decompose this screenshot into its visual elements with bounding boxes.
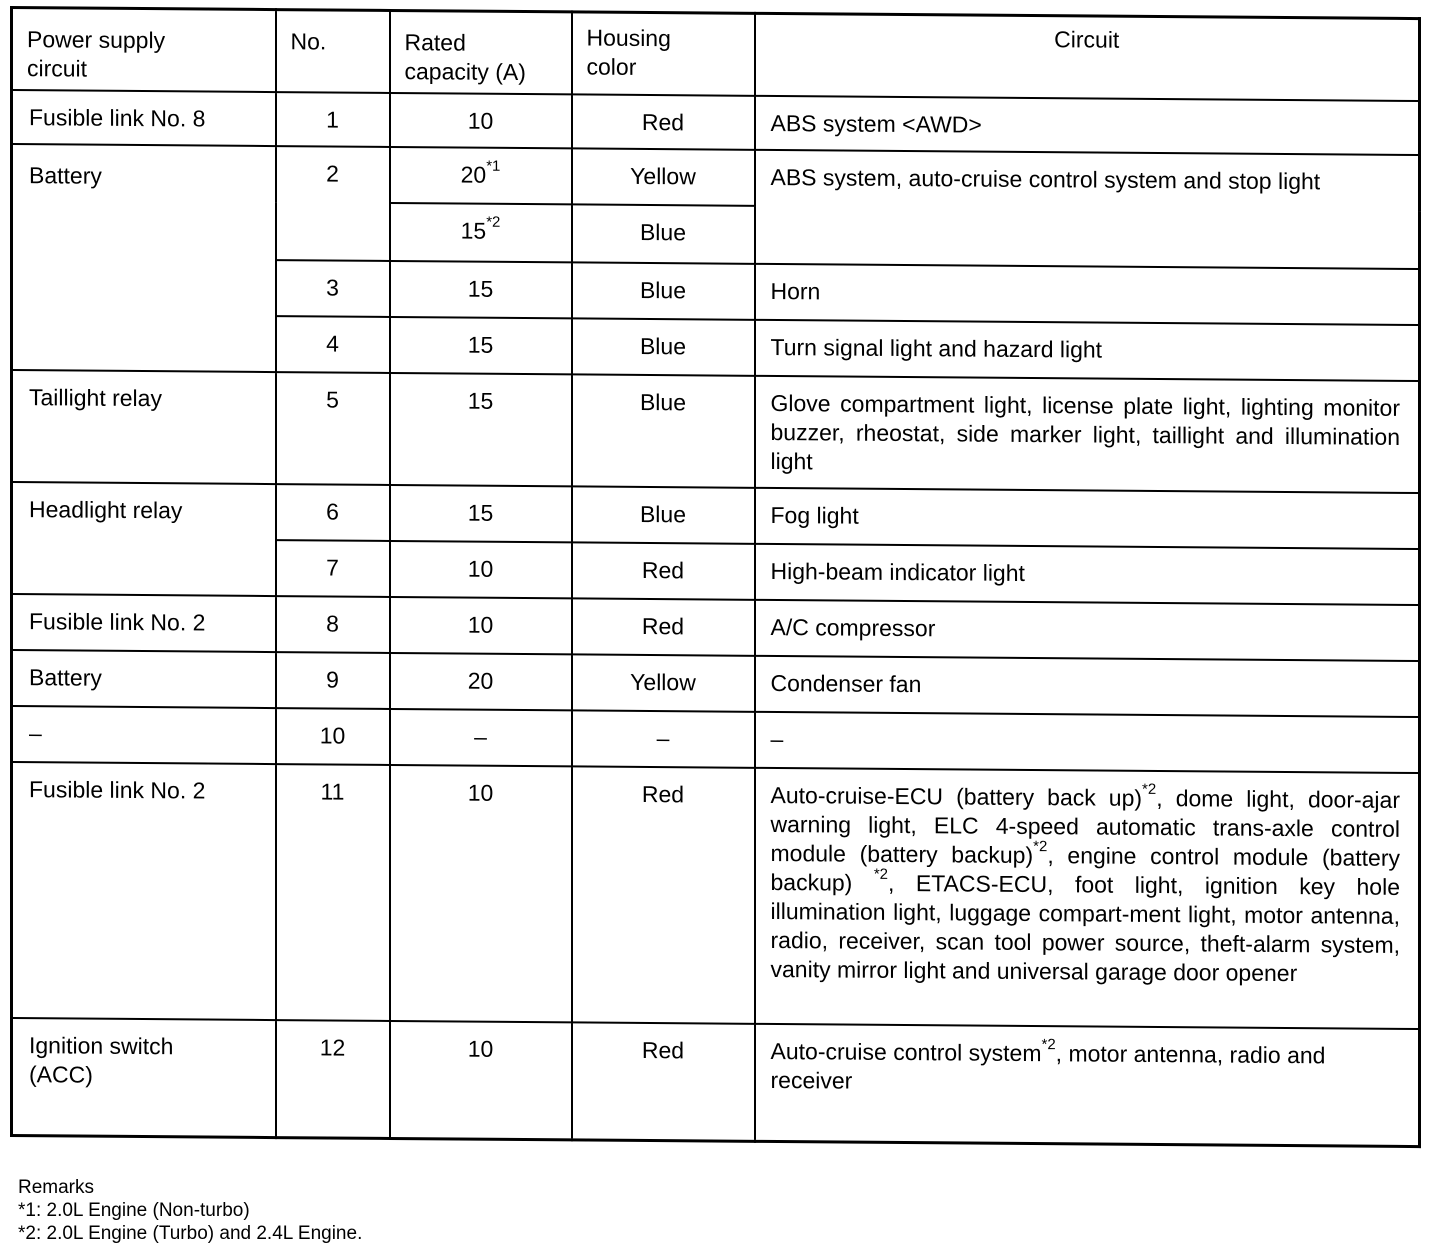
circuit-cell: Glove compartment light, license plate light, lighting monitor buzzer, rheostat, side marker light, taillight and illumination light [755,375,1420,492]
supply-cell: Battery [12,144,276,372]
capacity-footnote: *2 [486,213,501,231]
header-no-text: No. [290,28,327,55]
number-cell: 9 [276,652,390,709]
number-cell: 4 [276,316,390,373]
header-power-supply-text: Power supply circuit [27,26,166,82]
number-cell: 7 [276,540,390,597]
capacity-value: 15 [460,217,487,244]
number-cell: 6 [276,484,390,541]
supply-cell: Fusible link No. 2 [12,594,276,652]
capacity-cell: 10 [390,540,572,597]
circuit-cell: High-beam indicator light [755,543,1420,604]
remarks-section [18,1176,362,1245]
supply-cell: Headlight relay [12,482,276,596]
number-cell: 3 [276,260,390,317]
color-cell: Red [572,94,755,149]
header-no [276,10,390,93]
header-circuit [755,13,1420,100]
number-cell: 1 [276,92,390,147]
color-cell: Yellow [572,148,755,205]
circuit-cell: Turn signal light and hazard light [755,319,1420,380]
supply-cell: Battery [12,650,276,708]
header-rated-capacity [390,10,572,93]
header-power-supply [12,8,276,92]
circuit-cell: ABS system <AWD> [755,95,1420,154]
circuit-cell [755,1023,1420,1146]
color-cell: Red [572,542,755,599]
supply-cell: Fusible link No. 8 [12,90,276,146]
supply-cell [12,1018,276,1138]
supply-cell: – [12,706,276,764]
table-row [12,482,1420,549]
table-row [12,144,1420,211]
capacity-cell: 15 [390,484,572,541]
circuit-text: Auto-cruise-ECU (battery back up) [770,781,1143,811]
capacity-value: 20 [460,161,487,188]
circuit-cell: Condenser fan [755,655,1420,716]
table-row [12,370,1420,493]
capacity-cell: 10 [390,764,572,1021]
circuit-footnote: *2 [1142,780,1157,798]
supply-text: Ignition switch (ACC) [29,1031,174,1088]
color-cell: Blue [572,374,755,487]
number-cell: 10 [276,708,390,765]
circuit-text: Auto-cruise control system [770,1037,1042,1066]
table-row [12,1018,1420,1147]
color-cell: Blue [572,204,755,263]
number-cell: 2 [276,146,390,261]
color-cell: Blue [572,262,755,319]
circuit-cell: Horn [755,263,1420,324]
header-housing-color [572,12,755,95]
number-cell: 5 [276,372,390,485]
number-cell: 11 [276,764,390,1021]
header-circuit-text: Circuit [1054,26,1120,53]
number-cell: 8 [276,596,390,653]
circuit-cell: – [755,711,1420,772]
capacity-cell: 15 [390,316,572,373]
circuit-text: , ETACS-ECU, foot light, ignition key hole illumination light, luggage compart-ment light, motor antenna, radio, receiver, scan tool power source, theft-alarm system, vanity mirror light and universal garage door opener [770,869,1400,986]
number-cell: 12 [276,1020,390,1139]
capacity-cell: 15 [390,372,572,485]
circuit-cell: ABS system, auto-cruise control system and stop light [755,149,1420,268]
capacity-cell: 10 [390,92,572,147]
circuit-footnote: *2 [1033,837,1048,855]
header-housing-color-text: Housing color [586,24,671,80]
remark-note-2: *2: 2.0L Engine (Turbo) and 2.4L Engine. [18,1223,363,1244]
table-row [12,762,1420,1029]
color-cell: Red [572,1022,755,1141]
capacity-cell: – [390,708,572,765]
capacity-cell: 15 [390,260,572,317]
color-cell: – [572,710,755,767]
capacity-cell [390,202,572,261]
circuit-text: , dome light, door-ajar warning light, ELC 4-speed automatic trans-axle control module (battery backup) [770,784,1400,868]
capacity-cell: 20 [390,652,572,709]
supply-cell: Fusible link No. 2 [12,762,276,1020]
header-row [12,8,1420,101]
circuit-text: receiver [770,1066,853,1094]
circuit-cell [755,767,1420,1028]
header-rated-capacity-text: Rated capacity (A) [404,29,526,86]
color-cell: Blue [572,318,755,375]
remarks-title: Remarks [18,1177,95,1198]
color-cell: Red [572,766,755,1023]
supply-cell: Taillight relay [12,370,276,484]
circuit-footnote: *2 [873,865,888,883]
capacity-footnote: *1 [486,157,501,175]
color-cell: Red [572,598,755,655]
fuse-table [10,6,1421,1148]
circuit-cell: A/C compressor [755,599,1420,660]
remark-note-1: *1: 2.0L Engine (Non-turbo) [18,1200,250,1221]
color-cell: Blue [572,486,755,543]
capacity-cell: 10 [390,1020,572,1139]
circuit-footnote: *2 [1041,1035,1056,1054]
capacity-cell: 10 [390,596,572,653]
capacity-cell [390,146,572,203]
circuit-text: , engine control module (battery backup) [770,841,1400,896]
color-cell: Yellow [572,654,755,711]
circuit-text: , motor antenna, radio and [1055,1039,1326,1068]
circuit-cell: Fog light [755,487,1420,548]
